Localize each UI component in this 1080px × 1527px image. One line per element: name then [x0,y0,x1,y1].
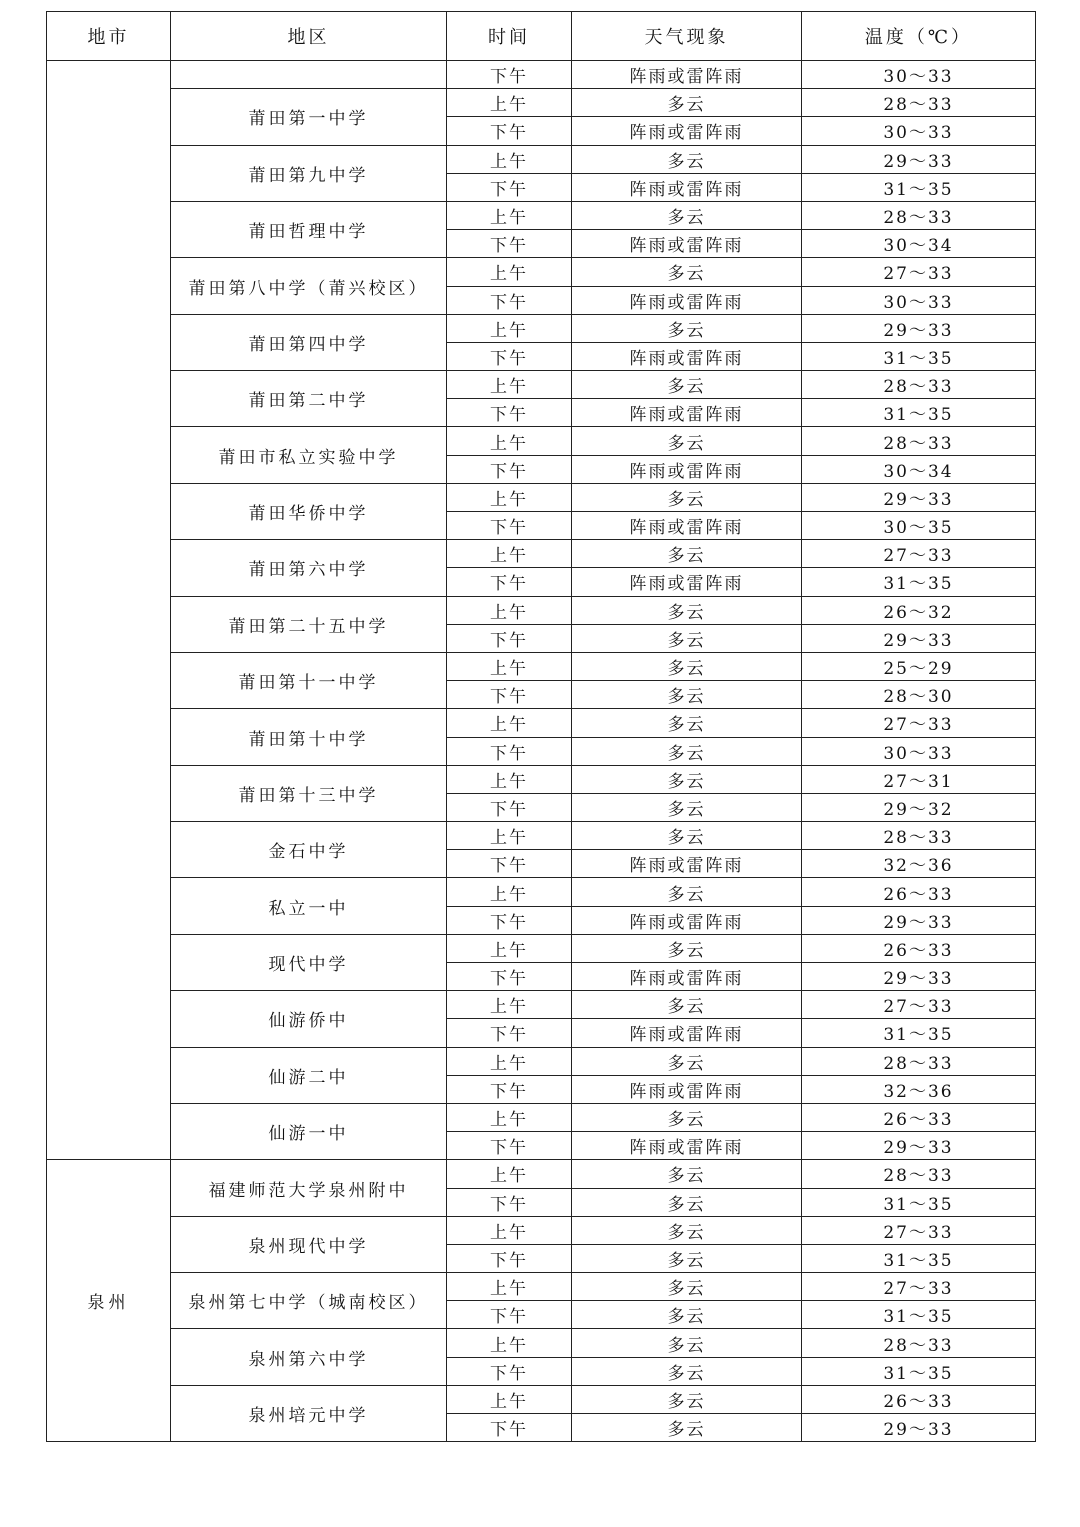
time-cell: 上午 [447,596,572,624]
site-cell: 莆田第十一中学 [171,652,447,708]
weather-cell: 阵雨或雷阵雨 [572,568,802,596]
weather-cell: 阵雨或雷阵雨 [572,342,802,370]
temp-cell: 31～35 [802,568,1036,596]
time-cell: 上午 [447,371,572,399]
table-row [47,652,1036,680]
site-cell: 金石中学 [171,822,447,878]
temp-cell: 27～33 [802,991,1036,1019]
temp-cell: 29～33 [802,963,1036,991]
header-temp: 温度（℃） [802,12,1036,61]
time-cell: 上午 [447,201,572,229]
table-row [47,709,1036,737]
weather-cell: 阵雨或雷阵雨 [572,455,802,483]
city-cell: 泉州 [47,1160,171,1442]
temp-cell: 26～33 [802,1385,1036,1413]
site-cell: 莆田第二中学 [171,371,447,427]
table-header [47,12,1036,61]
temp-cell: 26～33 [802,878,1036,906]
weather-cell: 多云 [572,145,802,173]
table-row [47,201,1036,229]
site-cell: 莆田市私立实验中学 [171,427,447,483]
weather-cell: 多云 [572,1216,802,1244]
city-cell [47,61,171,1160]
temp-cell: 29～33 [802,1132,1036,1160]
weather-cell: 阵雨或雷阵雨 [572,173,802,201]
temp-cell: 30～34 [802,230,1036,258]
temp-cell: 30～34 [802,455,1036,483]
time-cell: 上午 [447,652,572,680]
time-cell: 上午 [447,314,572,342]
temp-cell: 27～33 [802,258,1036,286]
table-row [47,1216,1036,1244]
time-cell: 下午 [447,793,572,821]
temp-cell: 27～33 [802,709,1036,737]
time-cell: 下午 [447,512,572,540]
table-row [47,596,1036,624]
table-row [47,483,1036,511]
site-cell: 私立一中 [171,878,447,934]
temp-cell: 32～36 [802,850,1036,878]
temp-cell: 29～33 [802,624,1036,652]
weather-cell: 多云 [572,371,802,399]
site-cell: 莆田第二十五中学 [171,596,447,652]
weather-cell: 多云 [572,1357,802,1385]
time-cell: 上午 [447,1047,572,1075]
time-cell: 下午 [447,963,572,991]
temp-cell: 30～33 [802,61,1036,89]
site-cell: 莆田第十三中学 [171,765,447,821]
temp-cell: 28～30 [802,681,1036,709]
weather-cell: 多云 [572,934,802,962]
header-site: 地区 [171,12,447,61]
table-row [47,1329,1036,1357]
weather-cell: 多云 [572,540,802,568]
time-cell: 下午 [447,906,572,934]
site-cell: 现代中学 [171,934,447,990]
weather-cell: 多云 [572,1301,802,1329]
weather-cell: 阵雨或雷阵雨 [572,1019,802,1047]
table-row [47,314,1036,342]
weather-cell: 多云 [572,1160,802,1188]
table-row [47,258,1036,286]
table-row [47,145,1036,173]
table-row [47,1047,1036,1075]
time-cell: 下午 [447,737,572,765]
weather-cell: 多云 [572,991,802,1019]
time-cell: 下午 [447,1132,572,1160]
table-row [47,991,1036,1019]
temp-cell: 30～33 [802,737,1036,765]
time-cell: 上午 [447,1160,572,1188]
time-cell: 下午 [447,681,572,709]
header-weather: 天气现象 [572,12,802,61]
time-cell: 下午 [447,624,572,652]
temp-cell: 32～36 [802,1075,1036,1103]
temp-cell: 28～33 [802,1329,1036,1357]
temp-cell: 29～33 [802,906,1036,934]
time-cell: 下午 [447,1244,572,1272]
time-cell: 下午 [447,1019,572,1047]
weather-cell: 阵雨或雷阵雨 [572,1132,802,1160]
time-cell: 上午 [447,765,572,793]
weather-cell: 多云 [572,1385,802,1413]
table-row [47,61,1036,89]
time-cell: 下午 [447,342,572,370]
temp-cell: 31～35 [802,1244,1036,1272]
time-cell: 下午 [447,1301,572,1329]
weather-cell: 阵雨或雷阵雨 [572,512,802,540]
site-cell: 莆田第八中学（莆兴校区） [171,258,447,314]
site-cell: 福建师范大学泉州附中 [171,1160,447,1216]
weather-cell: 多云 [572,765,802,793]
temp-cell: 29～33 [802,145,1036,173]
weather-cell: 多云 [572,1103,802,1131]
table-row [47,934,1036,962]
table-row [47,1273,1036,1301]
temp-cell: 27～33 [802,1273,1036,1301]
site-cell: 莆田第一中学 [171,89,447,145]
weather-cell: 多云 [572,1329,802,1357]
time-cell: 下午 [447,230,572,258]
time-cell: 上午 [447,822,572,850]
temp-cell: 29～32 [802,793,1036,821]
time-cell: 上午 [447,427,572,455]
time-cell: 上午 [447,1103,572,1131]
temp-cell: 25～29 [802,652,1036,680]
time-cell: 上午 [447,1273,572,1301]
temp-cell: 31～35 [802,1188,1036,1216]
time-cell: 下午 [447,1357,572,1385]
temp-cell: 26～32 [802,596,1036,624]
temp-cell: 30～33 [802,286,1036,314]
time-cell: 上午 [447,483,572,511]
weather-cell: 多云 [572,201,802,229]
temp-cell: 31～35 [802,173,1036,201]
time-cell: 上午 [447,89,572,117]
temp-cell: 28～33 [802,1160,1036,1188]
weather-cell: 多云 [572,89,802,117]
temp-cell: 28～33 [802,822,1036,850]
weather-cell: 多云 [572,822,802,850]
header-row [47,12,1036,61]
site-cell: 泉州培元中学 [171,1385,447,1441]
site-cell: 莆田第四中学 [171,314,447,370]
weather-cell: 多云 [572,681,802,709]
time-cell: 下午 [447,850,572,878]
weather-cell: 阵雨或雷阵雨 [572,61,802,89]
weather-cell: 阵雨或雷阵雨 [572,230,802,258]
weather-cell: 阵雨或雷阵雨 [572,286,802,314]
time-cell: 上午 [447,258,572,286]
time-cell: 下午 [447,61,572,89]
time-cell: 下午 [447,568,572,596]
weather-cell: 多云 [572,483,802,511]
time-cell: 下午 [447,455,572,483]
table-body [47,61,1036,1442]
time-cell: 上午 [447,540,572,568]
temp-cell: 31～35 [802,1301,1036,1329]
site-cell: 泉州第七中学（城南校区） [171,1273,447,1329]
table-row [47,427,1036,455]
temp-cell: 27～33 [802,1216,1036,1244]
temp-cell: 31～35 [802,1019,1036,1047]
table-row [47,1385,1036,1413]
time-cell: 下午 [447,1414,572,1442]
time-cell: 下午 [447,399,572,427]
time-cell: 下午 [447,117,572,145]
weather-cell: 多云 [572,1414,802,1442]
time-cell: 上午 [447,1216,572,1244]
weather-cell: 阵雨或雷阵雨 [572,906,802,934]
site-cell: 莆田华侨中学 [171,483,447,539]
temp-cell: 28～33 [802,89,1036,117]
temp-cell: 31～35 [802,399,1036,427]
temp-cell: 28～33 [802,371,1036,399]
temp-cell: 30～33 [802,117,1036,145]
time-cell: 下午 [447,173,572,201]
header-city: 地市 [47,12,171,61]
weather-cell: 多云 [572,596,802,624]
site-cell: 仙游二中 [171,1047,447,1103]
weather-cell: 多云 [572,624,802,652]
time-cell: 上午 [447,991,572,1019]
temp-cell: 31～35 [802,342,1036,370]
temp-cell: 26～33 [802,1103,1036,1131]
weather-cell: 多云 [572,314,802,342]
temp-cell: 28～33 [802,1047,1036,1075]
time-cell: 上午 [447,934,572,962]
temp-cell: 29～33 [802,314,1036,342]
weather-cell: 阵雨或雷阵雨 [572,399,802,427]
temp-cell: 28～33 [802,201,1036,229]
weather-cell: 多云 [572,1188,802,1216]
site-cell [171,61,447,89]
weather-cell: 多云 [572,1244,802,1272]
temp-cell: 31～35 [802,1357,1036,1385]
table-row [47,1103,1036,1131]
weather-cell: 多云 [572,878,802,906]
temp-cell: 26～33 [802,934,1036,962]
table-row [47,540,1036,568]
site-cell: 莆田第六中学 [171,540,447,596]
time-cell: 上午 [447,145,572,173]
table-row [47,878,1036,906]
site-cell: 仙游侨中 [171,991,447,1047]
time-cell: 上午 [447,1329,572,1357]
site-cell: 莆田哲理中学 [171,201,447,257]
weather-cell: 多云 [572,1273,802,1301]
weather-table [46,11,1036,1442]
weather-cell: 多云 [572,427,802,455]
time-cell: 下午 [447,1075,572,1103]
weather-cell: 多云 [572,793,802,821]
weather-cell: 阵雨或雷阵雨 [572,117,802,145]
weather-cell: 多云 [572,258,802,286]
table-row [47,371,1036,399]
temp-cell: 27～33 [802,540,1036,568]
temp-cell: 29～33 [802,483,1036,511]
time-cell: 上午 [447,1385,572,1413]
time-cell: 上午 [447,878,572,906]
weather-cell: 阵雨或雷阵雨 [572,850,802,878]
temp-cell: 28～33 [802,427,1036,455]
site-cell: 仙游一中 [171,1103,447,1159]
temp-cell: 29～33 [802,1414,1036,1442]
site-cell: 莆田第九中学 [171,145,447,201]
weather-cell: 多云 [572,1047,802,1075]
table-row [47,822,1036,850]
site-cell: 泉州现代中学 [171,1216,447,1272]
header-time: 时间 [447,12,572,61]
time-cell: 上午 [447,709,572,737]
table-row [47,765,1036,793]
weather-cell: 多云 [572,709,802,737]
weather-cell: 多云 [572,652,802,680]
temp-cell: 27～31 [802,765,1036,793]
time-cell: 下午 [447,1188,572,1216]
weather-cell: 阵雨或雷阵雨 [572,963,802,991]
site-cell: 莆田第十中学 [171,709,447,765]
table-row [47,89,1036,117]
time-cell: 下午 [447,286,572,314]
site-cell: 泉州第六中学 [171,1329,447,1385]
weather-cell: 阵雨或雷阵雨 [572,1075,802,1103]
temp-cell: 30～35 [802,512,1036,540]
weather-cell: 多云 [572,737,802,765]
table-row [47,1160,1036,1188]
